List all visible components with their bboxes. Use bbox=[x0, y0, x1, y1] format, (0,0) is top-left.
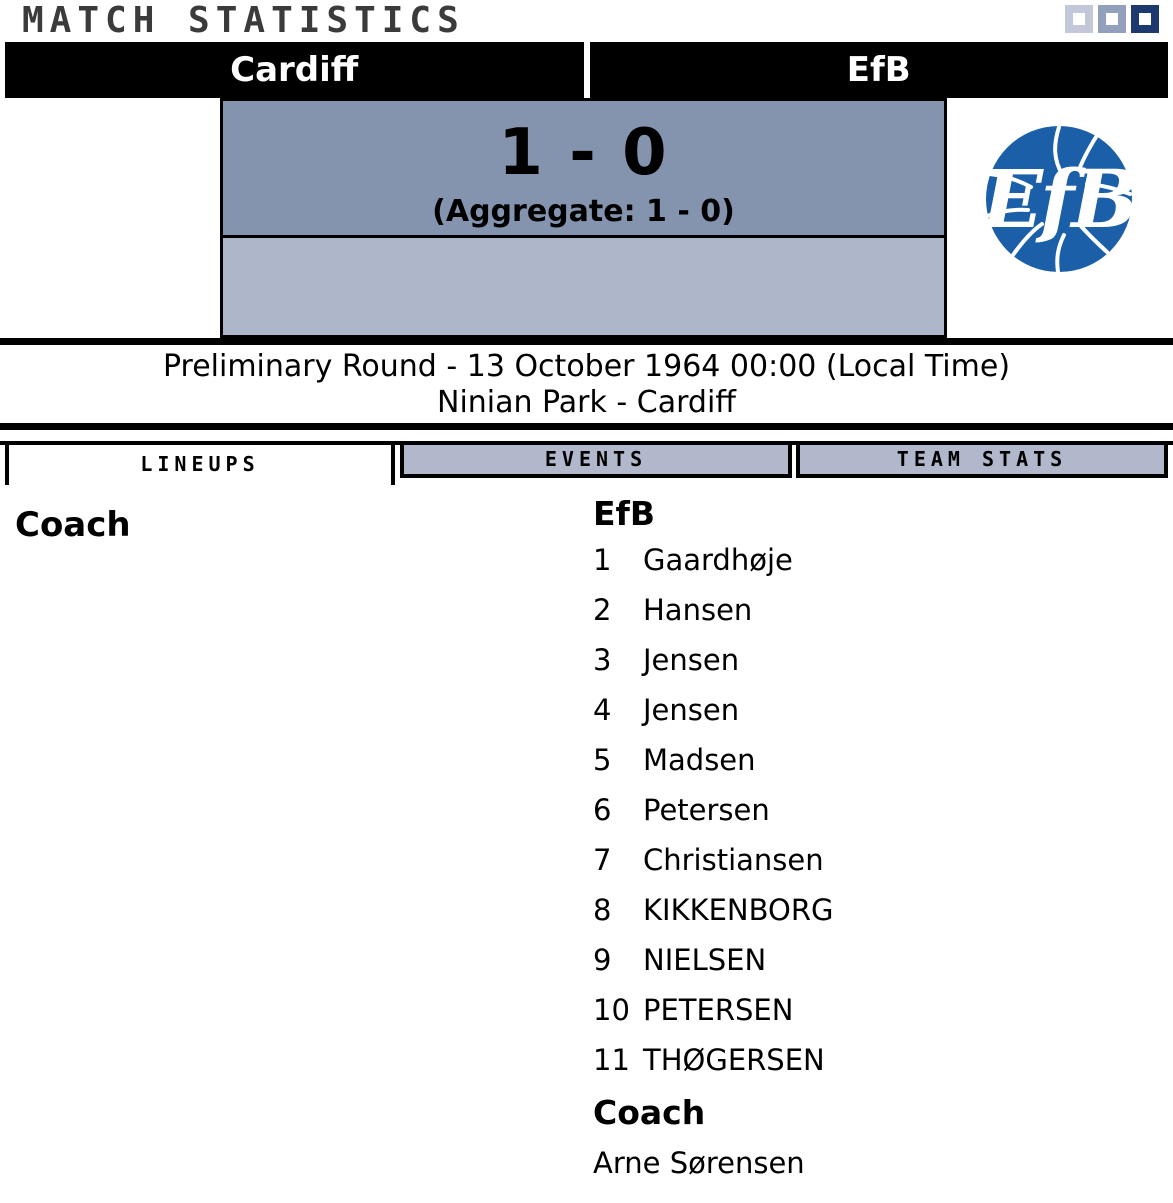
score-section bbox=[0, 98, 1173, 338]
score: 1 - 0 bbox=[498, 116, 669, 190]
player-row bbox=[593, 785, 833, 835]
away-team-heading: EfB bbox=[593, 494, 656, 533]
efb-football-logo-icon bbox=[984, 124, 1134, 274]
away-player-list bbox=[593, 535, 833, 1085]
player-name: Christiansen bbox=[643, 843, 824, 877]
player-name: NIELSEN bbox=[643, 943, 767, 977]
player-number: 9 bbox=[593, 943, 612, 977]
home-team-name: Cardiff bbox=[5, 42, 584, 98]
efb-logo-text: EfB bbox=[984, 152, 1134, 246]
player-number: 2 bbox=[593, 593, 612, 627]
home-coach-heading: Coach bbox=[15, 505, 131, 545]
tab-lineups[interactable]: LINEUPS bbox=[5, 441, 395, 485]
tab-bar bbox=[0, 441, 1173, 489]
square-outline-icon[interactable] bbox=[1065, 5, 1093, 33]
player-name: THØGERSEN bbox=[643, 1043, 825, 1077]
player-row bbox=[593, 685, 833, 735]
player-name: Petersen bbox=[643, 793, 770, 827]
match-info bbox=[0, 345, 1173, 423]
player-name: Jensen bbox=[643, 693, 740, 727]
match-venue: Ninian Park - Cardiff bbox=[437, 385, 736, 420]
aggregate-score: (Aggregate: 1 - 0) bbox=[432, 194, 735, 229]
player-number: 6 bbox=[593, 793, 612, 827]
away-coach-name: Arne Sørensen bbox=[593, 1146, 805, 1180]
tab-events[interactable]: EVENTS bbox=[400, 441, 792, 478]
window-controls bbox=[1065, 5, 1159, 33]
top-bar bbox=[0, 0, 1173, 42]
player-row bbox=[593, 535, 833, 585]
player-row bbox=[593, 1035, 833, 1085]
player-name: Gaardhøje bbox=[643, 543, 793, 577]
lineups-content bbox=[0, 489, 1173, 1203]
player-number: 3 bbox=[593, 643, 612, 677]
player-row bbox=[593, 585, 833, 635]
away-coach-heading: Coach bbox=[593, 1093, 706, 1132]
square-outline-icon[interactable] bbox=[1131, 5, 1159, 33]
player-number: 11 bbox=[593, 1043, 630, 1077]
player-row bbox=[593, 885, 833, 935]
player-number: 5 bbox=[593, 743, 612, 777]
player-name: Madsen bbox=[643, 743, 756, 777]
tab-team-stats[interactable]: TEAM STATS bbox=[796, 441, 1168, 478]
page-title: MATCH STATISTICS bbox=[22, 0, 465, 41]
player-name: Jensen bbox=[643, 643, 740, 677]
player-row bbox=[593, 985, 833, 1035]
score-box bbox=[220, 98, 947, 338]
player-row bbox=[593, 835, 833, 885]
player-name: Hansen bbox=[643, 593, 753, 627]
score-subpanel bbox=[220, 238, 947, 338]
score-panel bbox=[220, 98, 947, 238]
square-outline-icon[interactable] bbox=[1098, 5, 1126, 33]
player-row bbox=[593, 635, 833, 685]
match-round-date: Preliminary Round - 13 October 1964 00:00 (Local Time) bbox=[162, 349, 1011, 384]
player-number: 7 bbox=[593, 843, 612, 877]
player-number: 8 bbox=[593, 893, 612, 927]
away-lineup-column bbox=[593, 493, 833, 1187]
player-number: 4 bbox=[593, 693, 612, 727]
player-number: 10 bbox=[593, 993, 630, 1027]
player-row bbox=[593, 735, 833, 785]
away-team-name: EfB bbox=[590, 42, 1169, 98]
player-name: PETERSEN bbox=[643, 993, 794, 1027]
divider bbox=[0, 423, 1173, 430]
player-name: KIKKENBORG bbox=[643, 893, 834, 927]
player-row bbox=[593, 935, 833, 985]
divider bbox=[0, 338, 1173, 345]
player-number: 1 bbox=[593, 543, 612, 577]
team-name-bar bbox=[5, 42, 1168, 98]
